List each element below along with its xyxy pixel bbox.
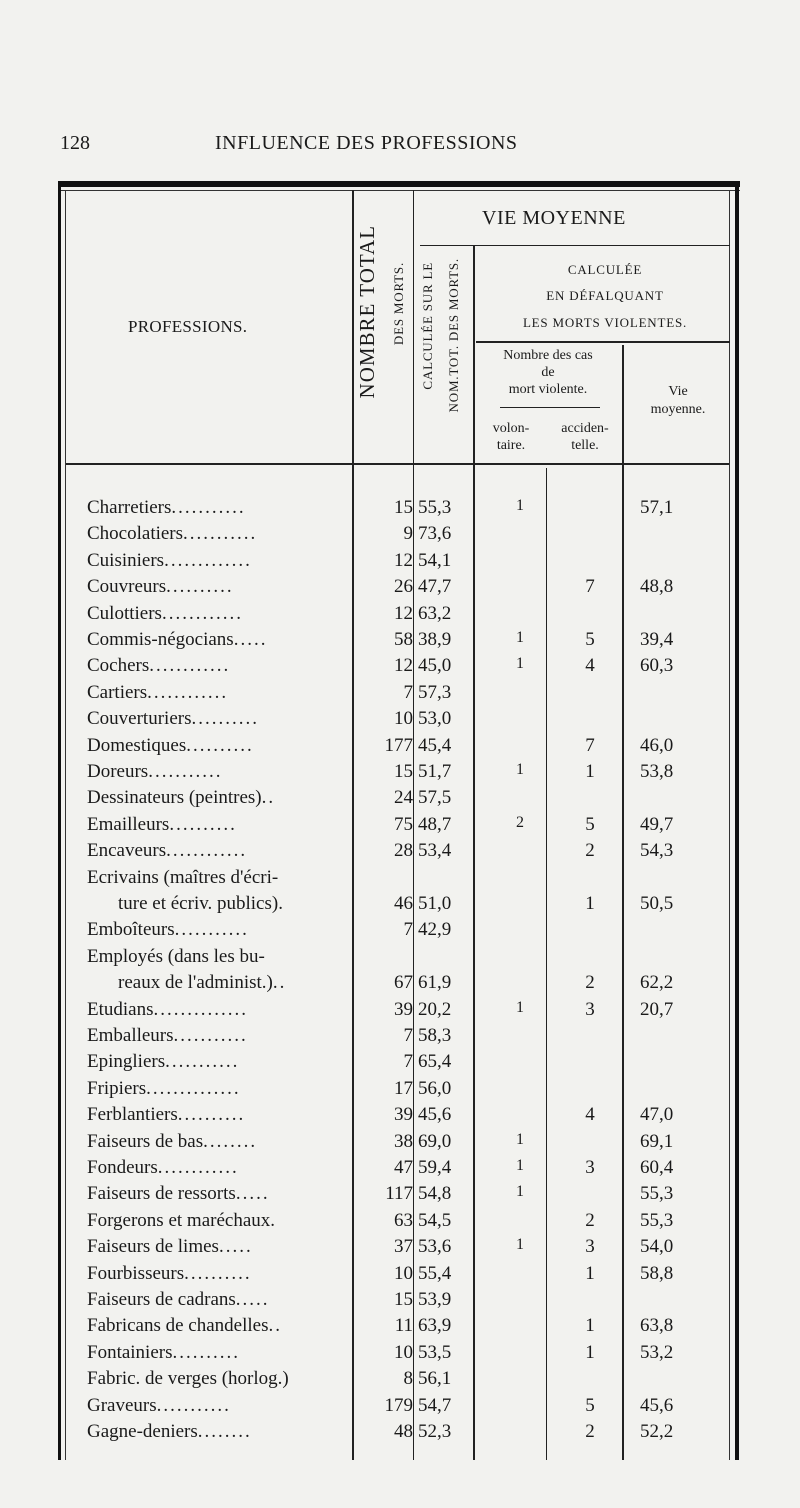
table-row [0, 867, 800, 893]
total-deaths: 75 [394, 813, 413, 835]
profession-label: Faiseurs de cadrans [87, 1289, 236, 1310]
leader-dots: ............ [157, 1157, 239, 1178]
table-row [0, 919, 800, 945]
table-top-border [58, 181, 740, 187]
running-title: INFLUENCE DES PROFESSIONS [215, 132, 518, 154]
life-expectancy-calc: 54,7 [418, 1394, 452, 1416]
profession-label: Fripiers [87, 1077, 147, 1099]
profession-name [87, 919, 353, 941]
adjusted-life-expectancy: 62,2 [640, 972, 674, 994]
leader-dots: ..... [235, 1183, 270, 1205]
profession-label: Doreurs [87, 761, 149, 782]
total-deaths: 26 [394, 576, 413, 598]
page-number: 128 [60, 132, 90, 154]
violent-accidental: 4 [585, 655, 595, 677]
table-row [0, 1368, 800, 1394]
table-row [0, 1315, 800, 1341]
profession-name [87, 1395, 353, 1417]
header-nombre-des-cas: Nombre des cas [503, 348, 593, 363]
profession-name [87, 523, 353, 545]
violent-accidental: 4 [585, 1104, 595, 1126]
table-row [0, 708, 800, 734]
adjusted-life-expectancy: 53,8 [640, 761, 674, 782]
table-row [0, 1183, 800, 1209]
leader-dots: ........ [197, 1421, 252, 1442]
violent-accidental: 2 [585, 1209, 595, 1231]
profession-label: ture et écriv. publics). [118, 893, 283, 914]
total-deaths: 12 [394, 655, 413, 677]
table-row [0, 1025, 800, 1051]
header-de: de [541, 365, 555, 380]
profession-name [87, 787, 353, 809]
leader-dots: ............ [166, 840, 248, 862]
leader-dots: .......... [166, 576, 234, 598]
profession-name [118, 972, 354, 994]
adjusted-life-expectancy: 53,2 [640, 1341, 674, 1363]
leader-dots: ........... [165, 1051, 240, 1073]
violent-voluntary: 1 [516, 1130, 524, 1148]
table-row [0, 497, 800, 523]
life-expectancy-calc: 55,4 [418, 1262, 452, 1284]
table-row [0, 1157, 800, 1183]
profession-name [87, 603, 353, 625]
profession-name [87, 999, 353, 1021]
violent-voluntary: 1 [516, 497, 524, 514]
violent-accidental: 7 [585, 734, 595, 756]
adjusted-life-expectancy: 49,7 [640, 813, 674, 835]
adjusted-life-expectancy: 57,1 [640, 497, 674, 518]
life-expectancy-calc: 63,2 [418, 602, 452, 624]
violent-voluntary: 1 [516, 761, 524, 778]
violent-accidental: 7 [585, 576, 595, 598]
total-deaths: 48 [394, 1421, 413, 1442]
profession-label: Fontainiers [87, 1341, 173, 1363]
profession-label: Dessinateurs (peintres) [87, 787, 262, 809]
profession-name [87, 655, 353, 677]
header-en-defalquant: EN DÉFALQUANT [546, 288, 664, 303]
profession-name [87, 708, 353, 730]
table-row [0, 603, 800, 629]
leader-dots: ............ [161, 602, 243, 624]
table-row [0, 550, 800, 576]
page-header [60, 132, 740, 162]
header-volon: volon- [492, 421, 530, 436]
table-row [0, 1395, 800, 1421]
profession-label: Forgerons et maréchaux [87, 1209, 271, 1231]
leader-dots: ........ [203, 1130, 258, 1152]
adjusted-life-expectancy: 48,8 [640, 576, 674, 598]
table-row [0, 655, 800, 681]
leader-dots: .. [261, 787, 276, 809]
leader-dots: ........... [171, 497, 246, 518]
profession-label: Couverturiers [87, 708, 192, 730]
profession-name [87, 576, 353, 598]
violent-accidental: 2 [585, 972, 595, 994]
adjusted-life-expectancy: 54,0 [640, 1236, 674, 1258]
total-deaths: 7 [403, 1025, 413, 1046]
total-deaths: 28 [394, 840, 413, 862]
violent-accidental: 2 [585, 1421, 595, 1442]
life-expectancy-calc: 54,1 [418, 549, 452, 571]
header-les-morts-violentes: LES MORTS VIOLENTES. [522, 315, 688, 330]
adjusted-life-expectancy: 50,5 [640, 893, 674, 914]
life-expectancy-calc: 59,4 [418, 1157, 452, 1178]
life-expectancy-calc: 45,0 [418, 655, 452, 677]
profession-name [87, 1368, 353, 1390]
header-telle: telle. [571, 438, 599, 453]
total-deaths: 117 [385, 1183, 413, 1205]
total-deaths: 7 [403, 919, 413, 941]
table-row [0, 1104, 800, 1130]
life-expectancy-calc: 57,5 [418, 787, 452, 809]
leader-dots: ........... [174, 919, 249, 941]
total-deaths: 10 [394, 1341, 413, 1363]
leader-dots: ............ [149, 655, 231, 677]
header-calculee: CALCULÉE [567, 262, 643, 277]
life-expectancy-calc: 56,0 [418, 1077, 452, 1099]
profession-name [87, 629, 353, 651]
profession-label: Domestiques [87, 734, 187, 756]
header-moyenne: moyenne. [650, 402, 706, 417]
leader-dots: ..... [233, 629, 268, 650]
violent-accidental: 3 [585, 998, 595, 1020]
violent-accidental: 1 [585, 1315, 595, 1337]
header-acciden: acciden- [561, 421, 609, 436]
profession-name [87, 682, 353, 704]
violent-accidental: 1 [585, 761, 595, 782]
profession-name [87, 814, 353, 836]
profession-name [87, 946, 353, 968]
total-deaths: 15 [394, 761, 413, 782]
header-des-morts: DES MORTS. [391, 262, 406, 346]
life-expectancy-calc: 20,2 [418, 998, 452, 1020]
profession-label: Ecrivains (maîtres d'écri- [87, 866, 279, 888]
violent-voluntary: 1 [516, 629, 524, 646]
profession-name [87, 1236, 353, 1258]
leader-dots: .............. [153, 998, 248, 1020]
total-deaths: 10 [394, 1262, 413, 1284]
total-deaths: 46 [394, 893, 413, 914]
total-deaths: 177 [384, 734, 413, 756]
leader-dots: ........... [183, 523, 258, 545]
total-deaths: 15 [394, 497, 413, 518]
profession-label: Couvreurs [87, 576, 167, 598]
life-expectancy-calc: 42,9 [418, 919, 452, 941]
life-expectancy-calc: 57,3 [418, 681, 452, 703]
violent-accidental: 1 [585, 1262, 595, 1284]
profession-name [118, 893, 354, 915]
profession-name [87, 1157, 353, 1179]
adjusted-life-expectancy: 45,6 [640, 1394, 674, 1416]
profession-label: Encaveurs [87, 840, 167, 862]
header-nombre-total: NOMBRE TOTAL [355, 225, 379, 399]
profession-name [87, 1263, 353, 1285]
profession-name [87, 1131, 353, 1153]
table-row [0, 814, 800, 840]
profession-label: Faiseurs de ressorts [87, 1183, 236, 1205]
profession-name [87, 1421, 353, 1443]
leader-dots: ........... [173, 1025, 248, 1046]
table-row [0, 1131, 800, 1157]
profession-name [87, 761, 353, 783]
life-expectancy-calc: 47,7 [418, 576, 452, 598]
profession-label: Gagne-deniers [87, 1421, 198, 1442]
profession-label: Charretiers [87, 497, 172, 518]
profession-label: reaux de l'administ.) [118, 972, 273, 994]
table-row [0, 1421, 800, 1447]
leader-dots: ............. [164, 549, 252, 571]
header-bottom-rule [66, 463, 729, 465]
violent-accidental: 5 [585, 813, 595, 835]
table-row [0, 629, 800, 655]
profession-name [87, 1315, 353, 1337]
header-vie-moyenne: VIE MOYENNE [482, 207, 626, 229]
table-row [0, 999, 800, 1025]
total-deaths: 37 [394, 1236, 413, 1258]
adjusted-life-expectancy: 55,3 [640, 1209, 674, 1231]
profession-name [87, 1210, 353, 1232]
violent-accidental: 1 [585, 893, 595, 914]
profession-name [87, 1183, 353, 1205]
total-deaths: 63 [394, 1209, 413, 1231]
total-deaths: 39 [394, 1104, 413, 1126]
total-deaths: 47 [394, 1157, 413, 1178]
life-expectancy-calc: 48,7 [418, 813, 452, 835]
life-expectancy-calc: 54,5 [418, 1209, 452, 1231]
profession-name [87, 840, 353, 862]
life-expectancy-calc: 53,6 [418, 1236, 452, 1258]
adjusted-life-expectancy: 46,0 [640, 734, 674, 756]
table-row [0, 840, 800, 866]
rule-under-vie-moyenne [420, 245, 730, 246]
violent-voluntary: 1 [516, 1157, 524, 1174]
violent-accidental: 1 [585, 1341, 595, 1363]
leader-dots: .. [268, 1315, 282, 1337]
life-expectancy-calc: 65,4 [418, 1051, 452, 1073]
header-calcule-sur-le: CALCULÉE SUR LE [420, 262, 435, 390]
life-expectancy-calc: 51,7 [418, 761, 452, 782]
total-deaths: 11 [394, 1315, 413, 1337]
profession-label: Emboîteurs [87, 919, 175, 941]
leader-dots: .. [272, 972, 287, 994]
profession-label: Culottiers [87, 602, 162, 624]
header-vie: Vie [668, 384, 688, 399]
total-deaths: 12 [394, 549, 413, 571]
profession-label: Emailleurs [87, 813, 170, 835]
life-expectancy-calc: 38,9 [418, 629, 452, 650]
leader-dots: .......... [184, 1262, 252, 1284]
violent-accidental: 2 [585, 840, 595, 862]
profession-label: Fabricans de chandelles [87, 1315, 269, 1337]
profession-name [87, 735, 353, 757]
life-expectancy-calc: 45,4 [418, 734, 452, 756]
header-nom-tot-des-morts: NOM.TOT. DES MORTS. [446, 258, 461, 413]
life-expectancy-calc: 55,3 [418, 497, 452, 518]
adjusted-life-expectancy: 39,4 [640, 629, 674, 650]
table-row [0, 761, 800, 787]
table-row [0, 787, 800, 813]
leader-dots: .............. [146, 1077, 241, 1099]
profession-label: Graveurs [87, 1394, 157, 1416]
life-expectancy-calc: 53,5 [418, 1341, 452, 1363]
total-deaths: 12 [394, 602, 413, 624]
adjusted-life-expectancy: 20,7 [640, 998, 674, 1020]
violent-voluntary: 1 [516, 1183, 524, 1201]
table-row [0, 682, 800, 708]
total-deaths: 24 [394, 787, 413, 809]
table-row [0, 1342, 800, 1368]
total-deaths: 179 [384, 1394, 413, 1416]
table-row [0, 1289, 800, 1315]
profession-label: Cartiers [87, 681, 148, 703]
profession-label: Commis-négocians [87, 629, 234, 650]
profession-label: Employés (dans les bu- [87, 945, 265, 967]
leader-dots: .......... [169, 813, 237, 835]
total-deaths: 10 [394, 708, 413, 730]
profession-label: Cochers [87, 655, 150, 677]
life-expectancy-calc: 63,9 [418, 1315, 452, 1337]
violent-accidental: 3 [585, 1157, 595, 1178]
adjusted-life-expectancy: 60,4 [640, 1157, 674, 1178]
profession-label: Epingliers [87, 1051, 166, 1073]
profession-label: Faiseurs de bas [87, 1130, 204, 1152]
table-row [0, 576, 800, 602]
violent-accidental: 5 [585, 1394, 595, 1416]
table-row [0, 1051, 800, 1077]
adjusted-life-expectancy: 54,3 [640, 840, 674, 862]
violent-accidental: 5 [585, 629, 595, 650]
rule-under-morts-violentes [476, 341, 730, 343]
adjusted-life-expectancy: 55,3 [640, 1183, 674, 1205]
profession-name [87, 1051, 353, 1073]
profession-label: Fabric. de verges (horlog.) [87, 1368, 289, 1390]
total-deaths: 7 [403, 1051, 413, 1073]
adjusted-life-expectancy: 63,8 [640, 1315, 674, 1337]
life-expectancy-calc: 53,4 [418, 840, 452, 862]
profession-label: Fondeurs [87, 1157, 158, 1178]
life-expectancy-calc: 45,6 [418, 1104, 452, 1126]
total-deaths: 58 [394, 629, 413, 650]
profession-name [87, 497, 353, 519]
profession-label: Chocolatiers [87, 523, 184, 545]
violent-voluntary: 1 [516, 1236, 524, 1254]
rule-under-mort-violente [500, 407, 600, 408]
table-top-inner-rule [58, 190, 740, 191]
leader-dots: ............ [147, 681, 229, 703]
profession-name [87, 1104, 353, 1126]
profession-name [87, 1289, 353, 1311]
life-expectancy-calc: 58,3 [418, 1025, 452, 1046]
header-taire: taire. [496, 438, 526, 453]
adjusted-life-expectancy: 69,1 [640, 1130, 674, 1152]
table-row [0, 735, 800, 761]
life-expectancy-calc: 51,0 [418, 893, 452, 914]
violent-voluntary: 1 [516, 998, 524, 1016]
life-expectancy-calc: 54,8 [418, 1183, 452, 1205]
header-professions: PROFESSIONS. [128, 317, 248, 336]
profession-label: Ferblantiers [87, 1104, 178, 1126]
profession-name [87, 550, 353, 572]
leader-dots: ..... [235, 1289, 270, 1310]
table-row [0, 893, 800, 919]
violent-voluntary: 2 [516, 813, 524, 831]
life-expectancy-calc: 69,0 [418, 1130, 452, 1152]
life-expectancy-calc: 53,9 [418, 1289, 452, 1310]
leader-dots: .......... [177, 1104, 246, 1126]
table-row [0, 1078, 800, 1104]
total-deaths: 7 [403, 681, 413, 703]
adjusted-life-expectancy: 58,8 [640, 1262, 674, 1284]
total-deaths: 17 [394, 1077, 413, 1099]
profession-name [87, 1078, 353, 1100]
profession-label: Cuisiniers [87, 549, 165, 571]
adjusted-life-expectancy: 52,2 [640, 1421, 674, 1442]
total-deaths: 15 [394, 1289, 413, 1310]
violent-voluntary: 1 [516, 655, 524, 673]
leader-dots: ........... [156, 1394, 231, 1416]
profession-name [87, 1025, 353, 1047]
life-expectancy-calc: 56,1 [418, 1368, 452, 1390]
profession-label: Faiseurs de limes [87, 1236, 219, 1258]
total-deaths: 8 [403, 1368, 413, 1390]
total-deaths: 9 [403, 523, 413, 545]
leader-dots: ..... [218, 1236, 253, 1258]
leader-dots: . [270, 1209, 278, 1231]
leader-dots: .......... [191, 708, 259, 730]
profession-name [87, 1342, 353, 1364]
total-deaths: 67 [394, 972, 413, 994]
life-expectancy-calc: 73,6 [418, 523, 452, 545]
life-expectancy-calc: 61,9 [418, 972, 452, 994]
table-row [0, 523, 800, 549]
table-row [0, 1210, 800, 1236]
table-row [0, 946, 800, 972]
adjusted-life-expectancy: 60,3 [640, 655, 674, 677]
leader-dots: .......... [186, 734, 254, 756]
table-row [0, 1236, 800, 1262]
total-deaths: 38 [394, 1130, 413, 1152]
profession-name [87, 867, 353, 889]
violent-accidental: 3 [585, 1236, 595, 1258]
life-expectancy-calc: 52,3 [418, 1421, 452, 1442]
table-row [0, 972, 800, 998]
adjusted-life-expectancy: 47,0 [640, 1104, 674, 1126]
profession-label: Etudians [87, 998, 154, 1020]
table-row [0, 1263, 800, 1289]
life-expectancy-calc: 53,0 [418, 708, 452, 730]
profession-label: Fourbisseurs [87, 1262, 185, 1284]
total-deaths: 39 [394, 998, 413, 1020]
profession-label: Emballeurs [87, 1025, 174, 1046]
leader-dots: .......... [172, 1341, 240, 1363]
leader-dots: ........... [148, 761, 223, 782]
header-mort-violente: mort violente. [508, 382, 588, 397]
